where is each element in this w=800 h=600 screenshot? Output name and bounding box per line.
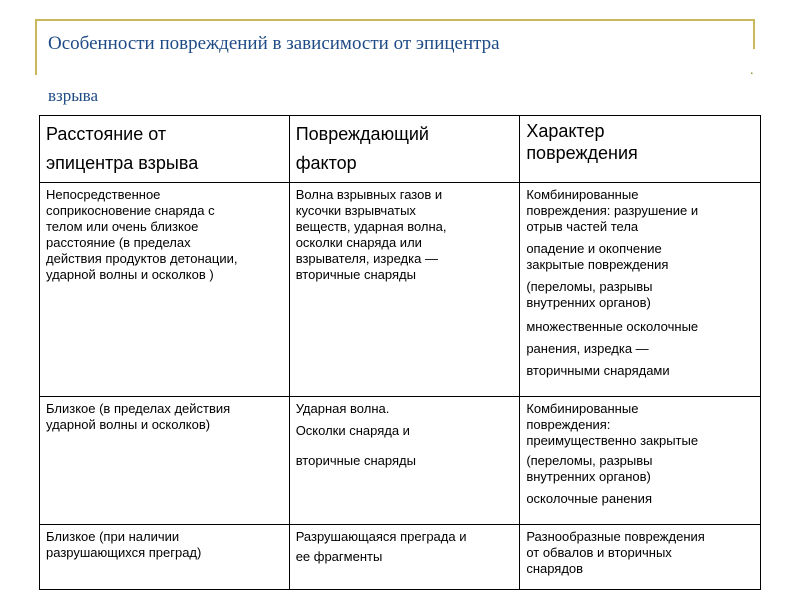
cell-text: расстояние (в пределах [46,235,191,250]
cell-text: множественные осколочные [526,319,699,334]
cell-text: Осколки снаряда и [295,423,410,438]
header-cell-damage [520,116,761,183]
slide-title-line-2: взрыва [48,86,99,105]
cell-text: снарядов [526,561,584,576]
cell-text: (переломы, разрывы [526,279,653,294]
header-text: Характер [526,121,605,141]
cell-text: от обвалов и вторичных [526,545,672,560]
slide-frame-right-line [753,19,755,49]
cell-text: Волна взрывных газов и [295,187,443,202]
cell-text: веществ, ударная волна, [295,219,447,234]
header-cell-factor [289,116,520,183]
cell-text: осколочные ранения [526,491,652,506]
header-text: Повреждающий [295,124,429,144]
cell-text: разрушающихся преград) [46,545,202,560]
header-cell-distance [40,116,290,183]
cell-text: Комбинированные [526,187,639,202]
cell-distance [40,183,290,397]
cell-text: Близкое (при наличии [46,529,180,544]
cell-text: ранения, изредка — [526,341,649,356]
cell-text: вторичные снаряды [295,453,416,468]
cell-text: действия продуктов детонации, [46,251,238,266]
table-row [40,525,761,590]
cell-factor [289,525,520,590]
cell-text: вторичными снарядами [526,363,670,378]
cell-text: Близкое (в пределах действия [46,401,231,416]
cell-text: взрывателя, изредка — [295,251,438,266]
cell-text: кусочки взрывчатых [295,203,416,218]
cell-text: опадение и окопчение [526,241,662,256]
header-text: повреждения [526,143,638,163]
cell-text: преимущественно закрытые [526,433,699,448]
cell-factor [289,183,520,397]
cell-damage [520,397,761,525]
slide-frame-left-line [35,19,37,75]
cell-factor [289,397,520,525]
cell-text: закрытые повреждения [526,257,669,272]
table-row [40,183,761,397]
cell-text: повреждения: разрушение и [526,203,699,218]
header-text: эпицентра взрыва [46,153,199,173]
cell-text: внутренних органов) [526,295,651,310]
blast-injury-table [39,115,761,590]
cell-text: Разрушающаяся преграда и [295,529,467,544]
table-row [40,397,761,525]
cell-text: (переломы, разрывы [526,453,653,468]
cell-text: телом или очень близкое [46,219,199,234]
decorative-dot: . [750,63,754,78]
cell-text: Ударная волна. [295,401,390,416]
table-header-row [40,116,761,183]
cell-text: отрыв частей тела [526,219,639,234]
cell-text: Разнообразные повреждения [526,529,705,544]
header-text: Расстояние от [46,124,167,144]
cell-text: ударной волны и осколков) [46,417,211,432]
cell-text: Непосредственное [46,187,161,202]
header-text: фактор [295,153,357,173]
cell-distance [40,525,290,590]
cell-text: ее фрагменты [295,549,383,564]
cell-text: ударной волны и осколков ) [46,267,214,282]
cell-text: соприкосновение снаряда с [46,203,215,218]
slide-title-line-1: Особенности повреждений в зависимости от эпицентра [48,33,500,54]
cell-text: Комбинированные [526,401,639,416]
cell-distance [40,397,290,525]
cell-damage [520,525,761,590]
cell-damage [520,183,761,397]
cell-text: вторичные снаряды [295,267,416,282]
cell-text: осколки снаряда или [295,235,422,250]
slide-frame-top-line [35,19,755,21]
cell-text: внутренних органов) [526,469,651,484]
cell-text: повреждения: [526,417,611,432]
